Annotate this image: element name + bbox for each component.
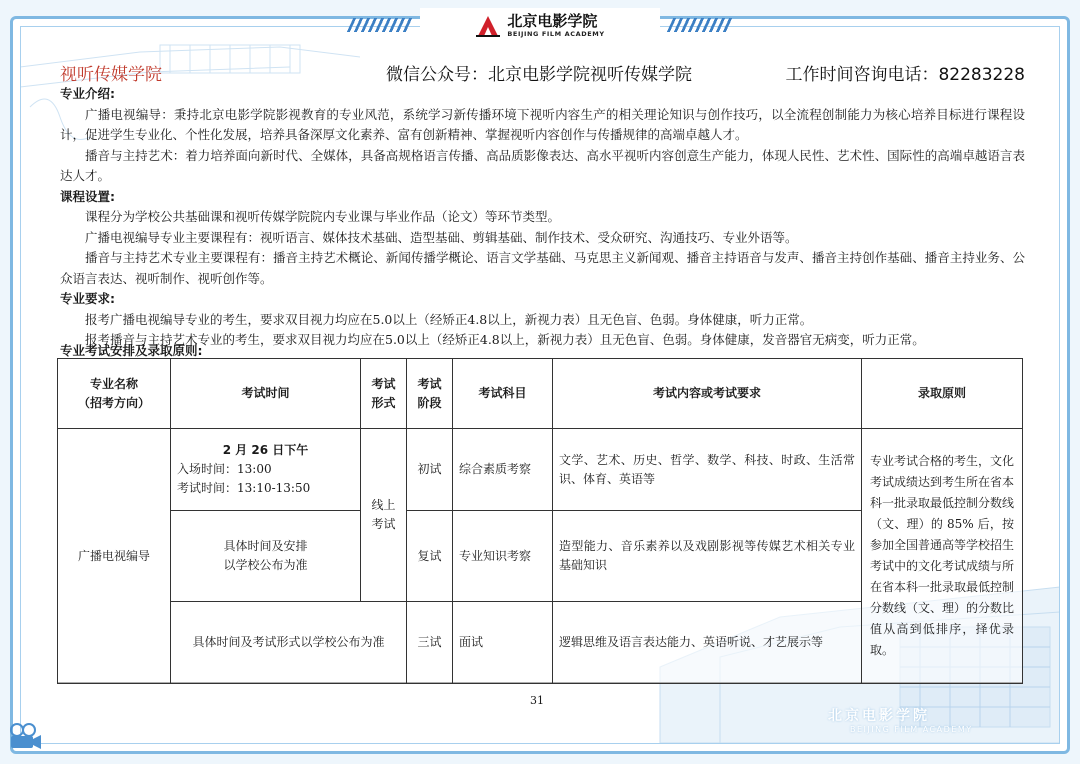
row1-time <box>170 428 361 511</box>
hotline: 工作时间咨询电话：82283228 <box>785 65 1025 85</box>
logo-name-cn: 北京电影学院 <box>507 12 598 31</box>
page-number: 31 <box>530 694 544 707</box>
row3-content: 逻辑思维及语言表达能力、英语听说、才艺展示等 <box>552 601 862 684</box>
academy-logo-text <box>507 14 604 38</box>
header-stage: 考试 阶段 <box>406 358 453 429</box>
row2-content: 造型能力、音乐素养以及戏剧影视等传媒艺术相关专业基础知识 <box>552 510 862 602</box>
course-paragraph: 课程分为学校公共基础课和视听传媒学院院内专业课与毕业作品（论文）等环节类型。 <box>85 209 561 224</box>
section-heading-course: 课程设置: <box>60 188 115 204</box>
row3-subject: 面试 <box>452 601 553 684</box>
row1-stage: 初试 <box>406 428 453 511</box>
section-heading-requirements: 专业要求: <box>60 291 115 306</box>
course-paragraph: 广播电视编导专业主要课程有：视听语言、媒体技术基础、造型基础、剪辑基础、制作技术、受众研究、沟通技巧、专业外语等。 <box>85 229 798 245</box>
requirement-paragraph: 报考播音与主持艺术专业的考生，要求双目视力均应在5.0以上（经矫正4.8以上，新视力表）且无色盲、色弱。身体健康，发音器官无病变，听力正常。 <box>85 332 925 347</box>
college-name: 视听传媒学院 <box>60 65 162 85</box>
row2-subject: 专业知识考察 <box>452 510 553 602</box>
intro-paragraph: 播音与主持艺术：着力培养面向新时代、全媒体，具备高规格语言传播、高品质影像表达、高水平视听内容创意生产能力，体现人民性、艺术性、国际性的高端卓越语言表达人才。 <box>60 147 1025 183</box>
wechat-account: 微信公众号：北京电影学院视听传媒学院 <box>386 65 692 85</box>
header-time: 考试时间 <box>170 358 361 429</box>
exam-table <box>57 358 1023 683</box>
table-title: 专业考试安排及录取原则: <box>60 343 203 358</box>
row1-exam-time: 考试时间：13:10-13:50 <box>177 481 311 495</box>
row1-content: 文学、艺术、历史、哲学、数学、科技、时政、生活常识、体育、英语等 <box>552 428 862 511</box>
section-heading-intro: 专业介绍: <box>60 86 115 101</box>
row2-time: 具体时间及安排 以学校公布为准 <box>170 510 361 602</box>
row3-time: 具体时间及考试形式以学校公布为准 <box>170 601 407 684</box>
header-content: 考试内容或考试要求 <box>552 358 862 429</box>
intro-paragraph: 广播电视编导：秉持北京电影学院影视教育的专业风范，系统学习新传播环境下视听内容生产的相关理论知识与创作技巧，以全流程创制能力为核心培养目标进行课程设计，促进学生专业化、个性化发展，培养具备深厚文化素养、富有创新精神、掌握视听内容创作与传播规律的高端卓越人才。 <box>60 106 1025 142</box>
row1-time-title: 2 月 26 日下午 <box>222 443 309 457</box>
admission-rule: 专业考试合格的考生，文化考试成绩达到考生所在省本科一批录取最低控制分数线（文、理）的 85% 后，按参加全国普通高等学校招生考试中的文化考试成绩与所在省本科一批录取最低控制分数线（文、理）的分数比值从高到低排序，择优录取。 <box>861 428 1023 684</box>
row1-subject: 综合素质考察 <box>452 428 553 511</box>
watermark-cn: 北京电影学院 <box>828 708 930 724</box>
header-subject: 考试科目 <box>452 358 553 429</box>
header-major: 专业名称 （招考方向） <box>57 358 171 429</box>
exam-form: 线上 考试 <box>360 428 407 602</box>
film-camera-icon <box>8 722 42 752</box>
row3-stage: 三试 <box>406 601 453 684</box>
requirement-paragraph: 报考广播电视编导专业的考生，要求双目视力均应在5.0以上（经矫正4.8以上，新视力表）且无色盲、色弱。身体健康，听力正常。 <box>85 311 813 327</box>
major-name: 广播电视编导 <box>57 428 171 684</box>
academy-logo-icon <box>475 14 501 38</box>
row1-entry-time: 入场时间：13:00 <box>177 462 272 476</box>
title-row <box>60 60 1025 86</box>
header-logo-band <box>420 8 660 44</box>
logo-name-en: BEIJING FILM ACADEMY <box>507 30 605 39</box>
header-stripe-left <box>347 18 414 32</box>
header-admission: 录取原则 <box>861 358 1023 429</box>
course-paragraph: 播音与主持艺术专业主要课程有：播音主持艺术概论、新闻传播学概论、语言文学基础、马克思主义新闻观、播音主持语音与发声、播音主持创作基础、播音主持业务、公众语言表达、视听制作、视听创作等。 <box>60 250 1025 286</box>
header-stripe-right <box>667 18 734 32</box>
description-content <box>60 84 1025 351</box>
header-form: 考试 形式 <box>360 358 407 429</box>
watermark-en: BEIJING FILM ACADEMY <box>850 725 973 734</box>
row2-stage: 复试 <box>406 510 453 602</box>
